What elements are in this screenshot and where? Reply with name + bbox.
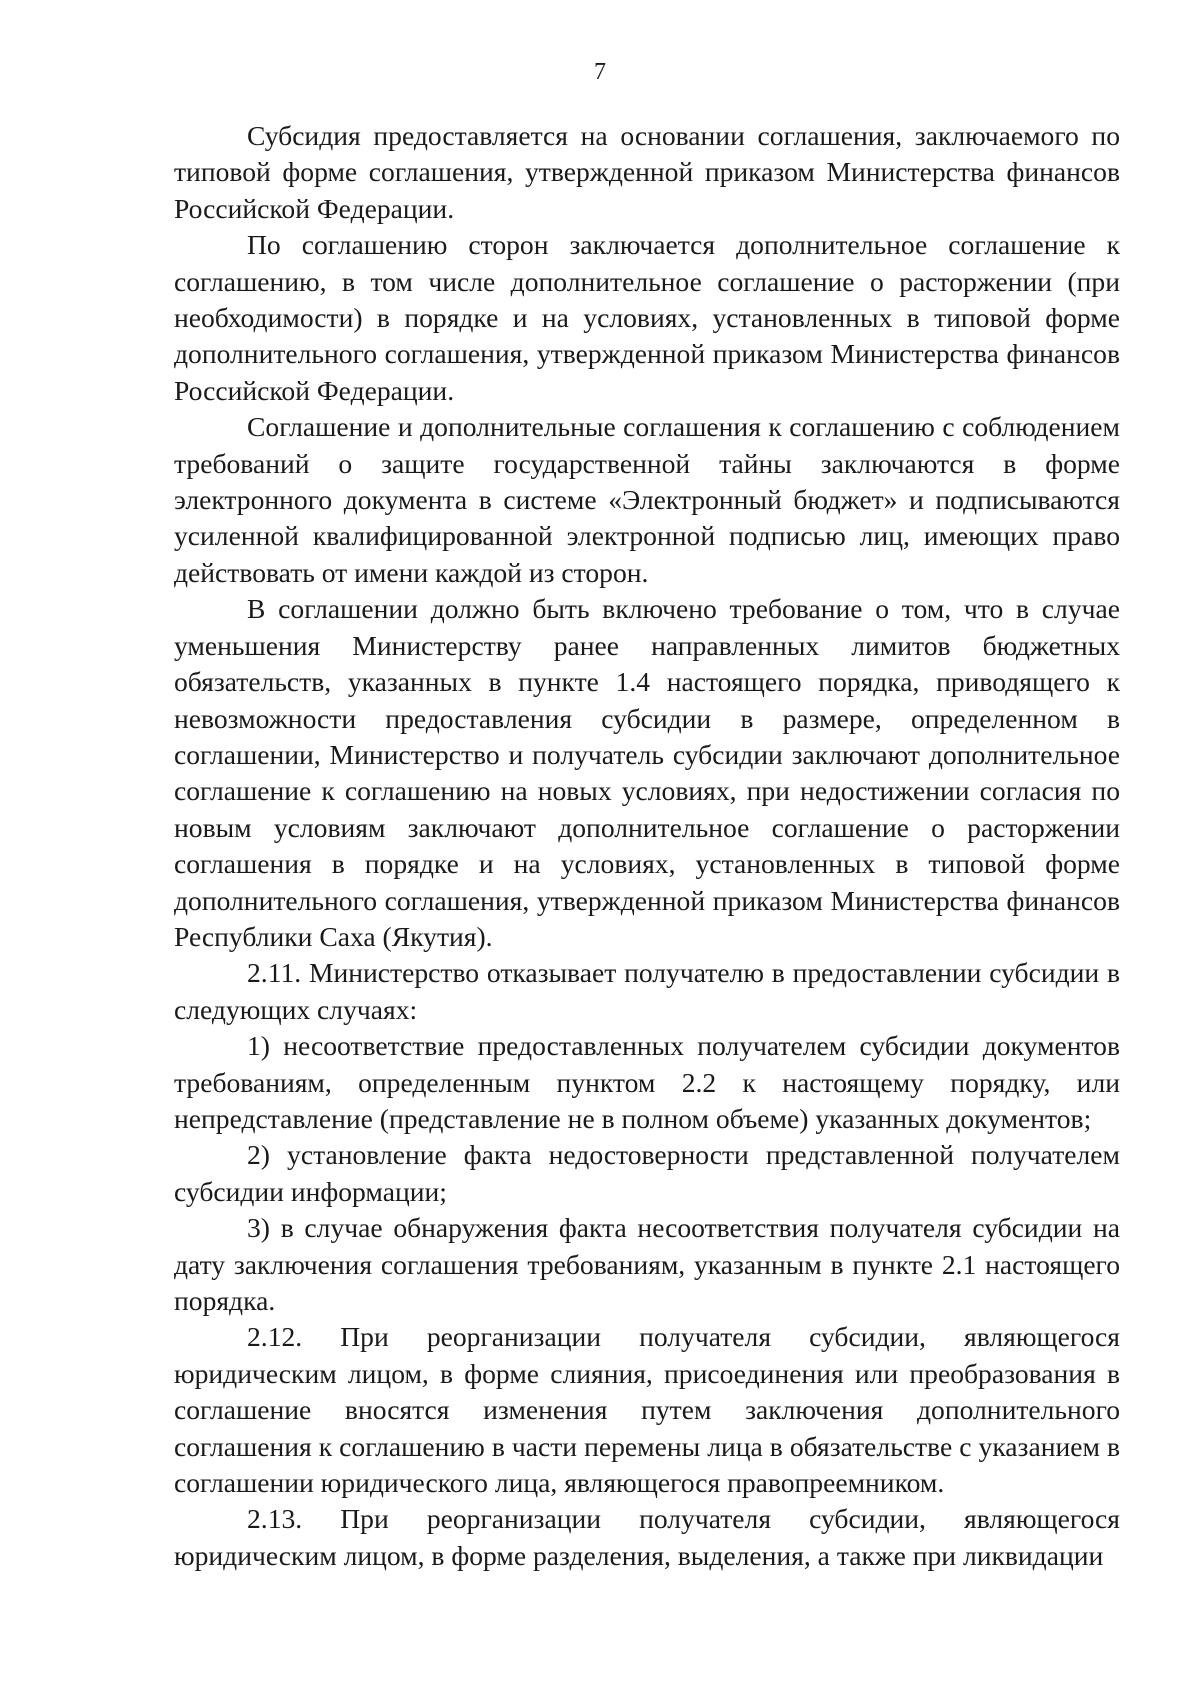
- paragraph-electronic-budget: Соглашение и дополнительные соглашения к соглашению с соблюдением требований о защите государственной тайны заключаются в форме электронного документа в системе «Электронный бюджет» и подписываются усиленной квалифицированной электронной подписью лиц, имеющих право действовать от имени каждой из сторон.: [174, 411, 1120, 588]
- paragraph-additional-agreement: По соглашению сторон заключается дополнительное соглашение к соглашению, в том числе дополнительное соглашение о расторжении (при необходимости) в порядке и на условиях, установленных в типовой форме дополнительного соглашения, утвержденной приказом Министерства финансов Российской Федерации.: [174, 229, 1120, 406]
- paragraph-2-12-reorganization: 2.12. При реорганизации получателя субсидии, являющегося юридическим лицом, в форме слияния, присоединения или преобразования в соглашение вносятся изменения путем заключения дополнительного соглашения к соглашению в части перемены лица в обязательстве с указанием в соглашении юридического лица, являющегося правопреемником.: [174, 1321, 1120, 1499]
- paragraph-agreement-basis: Субсидия предоставляется на основании соглашения, заключаемого по типовой форме соглашения, утвержденной приказом Министерства финансов Российской Федерации.: [174, 120, 1120, 224]
- paragraph-refusal-item-1: 1) несоответствие предоставленных получателем субсидии документов требованиям, определенным пунктом 2.2 к настоящему порядку, или непредставление (представление не в полном объеме) указанных документов;: [174, 1030, 1120, 1134]
- paragraph-refusal-item-2: 2) установление факта недостоверности представленной получателем субсидии информации;: [174, 1139, 1120, 1207]
- paragraph-limits-reduction: В соглашении должно быть включено требование о том, что в случае уменьшения Министерству ранее направленных лимитов бюджетных обязательств, указанных в пункте 1.4 настоящего порядка, приводящего к невозможности предоставления субсидии в размере, определенном в соглашении, Министерство и получатель субсидии заключают дополнительное соглашение к соглашению на новых условиях, при недостижении согласия по новым условиям заключают дополнительное соглашение о расторжении соглашения в порядке и на условиях, установленных в типовой форме дополнительного соглашения, утвержденной приказом Министерства финансов Республики Саха (Якутия).: [174, 593, 1120, 952]
- document-body: [174, 118, 1120, 1574]
- paragraph-2-11-refusal: 2.11. Министерство отказывает получателю в предоставлении субсидии в следующих случаях:: [174, 957, 1120, 1025]
- page-number: 7: [594, 59, 606, 85]
- paragraph-2-13-reorganization: 2.13. При реорганизации получателя субсидии, являющегося юридическим лицом, в форме разделения, выделения, а также при ликвидации: [174, 1503, 1120, 1571]
- paragraph-refusal-item-3: 3) в случае обнаружения факта несоответствия получателя субсидии на дату заключения соглашения требованиям, указанным в пункте 2.1 настоящего порядка.: [174, 1212, 1120, 1316]
